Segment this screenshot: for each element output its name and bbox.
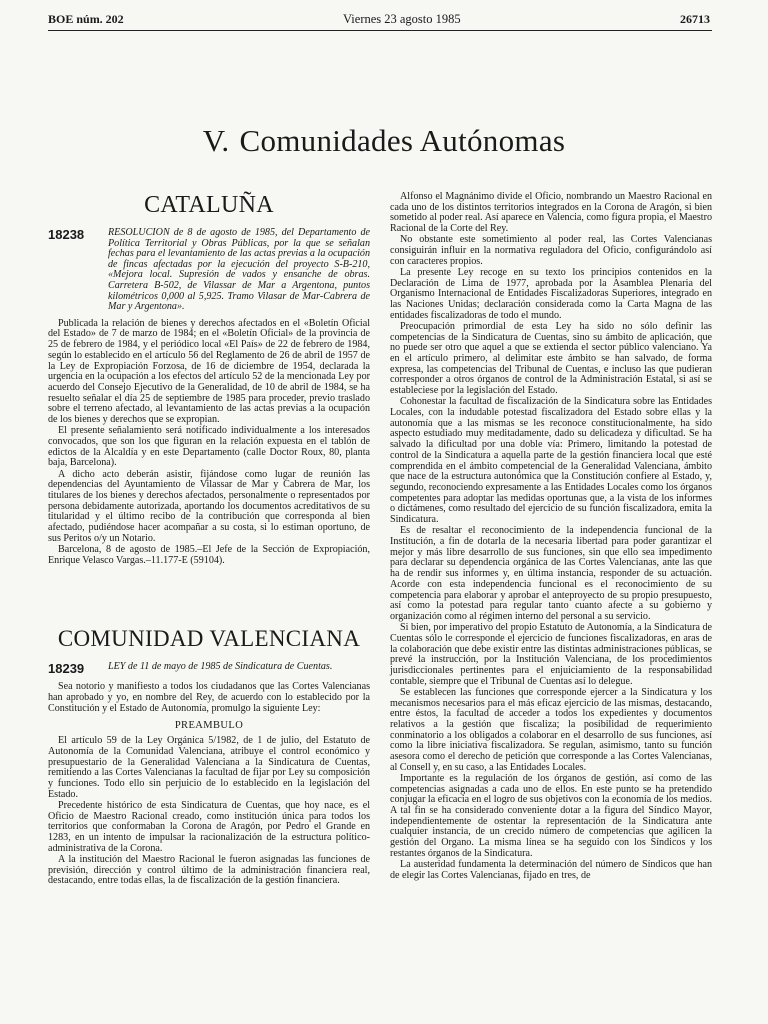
- bulletin-issue: BOE núm. 202: [48, 12, 124, 26]
- publication-date: Viernes 23 agosto 1985: [343, 12, 461, 26]
- paragraph: A dicho acto deberán asistir, fijándose como lugar de reunión las dependencias del Ayuntamiento de Vilassar de Mar y Cabrera de Mar, los titulares de los bienes y derechos afectados, personalmente o representados por persona debidamente autorizada, aportando los documentos acreditativos de su titularidad y el último recibo de la contribución que corresponda al bien afectado, pudiéndose hacer acompañar a su costa, si lo estiman oportuno, de sus Peritos o/y un Notario.: [48, 468, 370, 544]
- paragraph: Se establecen las funciones que corresponde ejercer a la Sindicatura y los mecanismos necesarios para el más eficaz ejercicio de las mismas, destacando, entre éstos, la facultad de acceder a todos los expedientes y documentos relativos a la gestión que fiscaliza; la posibilidad de requerimiento conminatorio a los obligados a colaborar en el desarrollo de sus funciones, así como la libre iniciativa fiscalizadora. Se regulan, asimismo, tanto su función asesora como el derecho de petición que corresponde a las Cortes Valencianas, al Consell y, en su caso, a las Entidades Locales.: [390, 686, 712, 773]
- header-rule: [48, 30, 712, 31]
- section-number: V.: [202, 123, 230, 158]
- paragraph: Preocupación primordial de esta Ley ha sido no sólo definir las competencias de la Sindicatura de Cuentas, sino su ámbito de aplicación, que no puede ser otro que aquel a que se extienda el sector público valenciano. Ya en el artículo primero, al delimitar este ámbito se han salvado, de forma expresa, las competencias del Tribunal de Cuentas, e incluso las que pudieran corresponder a otros órganos de control de la Administración Estatal, si así se estableciese por la legislación del Estado.: [390, 320, 712, 397]
- left-column: [48, 192, 370, 888]
- page-header: [48, 12, 710, 27]
- entry-number: 18239: [48, 661, 85, 677]
- section-title: [0, 123, 768, 159]
- paragraph: Sea notorio y manifiesto a todos los ciudadanos que las Cortes Valencianas han aprobado y yo, en nombre del Rey, de acuerdo con lo establecido por la Constitución y el Estado de Autonomía, promulgo la siguiente Ley:: [48, 681, 370, 714]
- paragraph: A la institución del Maestro Racional le fueron asignadas las funciones de previsión, dirección y control último de la administración financiera real, destacando, entre todas ellas, la de fiscalización de la gestión financiera.: [48, 853, 370, 887]
- paragraph: Publicada la relación de bienes y derechos afectados en el «Boletín Oficial del Estado» de 7 de marzo de 1984; en el «Boletín Oficial» de la provincia de 25 de febrero de 1984, y el periódico local «El País» de 22 de febrero de 1984, según lo establecido en el artículo 56 del Reglamento de 26 de abril de 1957 de la Ley de Expropiación Forzosa, de 16 de diciembre de 1954, declarada la urgencia en la ocupación a los efectos del artículo 52 de la mencionada Ley por acuerdo del Consejo Ejecutivo de la Generalidad, de 10 de abril de 1984, se ha resuelto señalar el día 25 de septiembre de 1985 para proceder, previo traslado sobre el terreno afectado, al levantamiento de las actas previas a la ocupación de los bienes y derechos que se expropian.: [48, 317, 370, 426]
- paragraph: La austeridad fundamenta la determinación del número de Síndicos que han de elegir las Cortes Valencianas, fijado en tres, de: [390, 859, 712, 881]
- paragraph: Es de resaltar el reconocimiento de la independencia funcional de la Institución, a fin de dotarla de la necesaria libertad para poder garantizar el mejor y más libre desarrollo de sus funciones, sin que ello sea impedimento para declarar su dependencia orgánica de las Cortes Valencianas, ante las que ha de rendir sus informes y, en última instancia, responder de su actuación. Acorde con esta independencia funcional es el reconocimiento de su competencia para elaborar y aprobar el anteproyecto de su propio presupuesto, así como la potestad para regular tanto cuanto afecte a su gobierno y organización como al régimen interno del personal a su servicio.: [390, 525, 712, 622]
- entry-18239: [48, 662, 370, 676]
- paragraph: Si bien, por imperativo del propio Estatuto de Autonomía, a la Sindicatura de Cuentas sólo le corresponde el ejercicio de funciones fiscalizadoras, en aras de la colaboración que debe existir entre las distintas administraciones públicas, se prevé la instrucción, por la Institución Valenciana, de los procedimientos jurisdiccionales pertinentes para el enjuiciamiento de la responsabilidad contable, siempre que el Tribunal de Cuentas así lo delegue.: [390, 622, 712, 687]
- right-column: [390, 192, 712, 882]
- entry-title: RESOLUCION de 8 de agosto de 1985, del Departamento de Política Territorial y Obras Públicas, por la que se señalan fechas para el levantamiento de las actas previas a la ocupación de fincas afectadas por la ejecución del proyecto S-B-210, «Mejora local. Supresión de vados y ensanche de obras. Carretera B-502, de Vilassar de Mar a Argentona, puntos kilométricos 0,000 al 5,925. Tramo Vilasar de Mar-Cabrera de Mar y Argentona».: [108, 227, 370, 313]
- entry-title: LEY de 11 de mayo de 1985 de Sindicatura de Cuentas.: [108, 661, 333, 673]
- region-heading-cataluna: CATALUÑA: [144, 192, 274, 218]
- paragraph: Cohonestar la facultad de fiscalización de la Sindicatura sobre las Entidades Locales, con la indudable potestad fiscalizadora del Estado sobre ellas y la autonomía que a las mismas se les reconoce constitucionalmente, ha sido aspecto estudiado muy meditadamente, dado su delicadeza y dificultad. Se ha salvado la dificultad por una doble vía: Primero, limitando la potestad de control de la Sindicatura a aquella parte de la gestión financiera local que esté comprendida en el ámbito competencial de la Generalidad Valenciana, ámbito que nace de la estructura autonómica que la Constitución confiere al Estado, y, segundo, reconociendo expresamente a las Entidades Locales como los órganos competentes para adoptar las medidas oportunas que, a la vista de los informes o dictámenes, como resultado del ejercicio de su función fiscalizadora, emita la Sindicatura.: [390, 396, 712, 526]
- entry-18238: [48, 228, 370, 313]
- page-number: 26713: [679, 12, 710, 26]
- signature-paragraph: Barcelona, 8 de agosto de 1985.–El Jefe de la Sección de Expropiación, Enrique Velasco Vargas.–11.177-E (59104).: [48, 544, 370, 566]
- section-name: Comunidades Autónomas: [239, 123, 566, 158]
- paragraph: El presente señalamiento será notificado individualmente a los interesados convocados, que son los que figuran en la relación expuesta en el tablón de edictos de la Alcaldía y en este Departamento (calle Doctor Roux, 80, planta baja, Barcelona).: [48, 425, 370, 469]
- paragraph: La presente Ley recoge en su texto los principios contenidos en la Declaración de Lima de 1977, aprobada por la Asamblea Plenaria del Organismo Internacional de Entidades Fiscalizadoras Superiores, integrado en las Naciones Unidas; declaración considerada como la Carta Magna de las entidades fiscalizadoras de todo el mundo.: [390, 266, 712, 321]
- region-heading-valenciana: COMUNIDAD VALENCIANA: [57, 626, 361, 652]
- paragraph: Alfonso el Magnánimo divide el Oficio, nombrando un Maestro Racional en cada uno de los distintos territorios integrados en la Corona de Aragón, si bien sometido al poder real. Así aparece en Valencia, como figura propia, el Maestro Racional de la Corte del Rey.: [390, 191, 712, 235]
- paragraph: El artículo 59 de la Ley Orgánica 5/1982, de 1 de julio, del Estatuto de Autonomía de la Comunidad Valenciana, atribuye el control económico y presupuestario de la Generalidad Valenciana a la Sindicatura de Cuentas, remitiendo a las Cortes Valencianas la facultad de fijar por Ley su composición y funciones. Todo ello sin perjuicio de lo establecido en la legislación del Estado.: [48, 735, 370, 800]
- preambulo-heading: PREAMBULO: [174, 719, 244, 731]
- paragraph: Precedente histórico de esta Sindicatura de Cuentas, que hoy nace, es el Oficio de Maestro Racional creado, como institución única para todos los territorios que conformaban la Corona de Aragón, por Pedro el Grande en 1283, en un intento de impulsar la racionalización de la estructura político-administrativa de la Corona.: [48, 799, 370, 854]
- paragraph: Importante es la regulación de los órganos de gestión, así como de las competencias asignadas a cada uno de ellos. En este punto se ha pretendido conjugar la eficacia en el logro de sus objetivos con la economía de los medios. A tal fin se ha considerado conveniente dotar a la figura del Síndico Mayor, independientemente de ostentar la representación de la Sindicatura ante cualquier instancia, de un crecido número de competencias que agilicen la gestión del Organo. La misma línea se ha seguido con los Síndicos y los restantes órganos de la Sindicatura.: [390, 772, 712, 859]
- entry-number: 18238: [48, 227, 85, 242]
- paragraph: No obstante este sometimiento al poder real, las Cortes Valencianas consiguirán influir en la normativa reguladora del Oficio, configurándolo así con caracteres propios.: [390, 234, 712, 267]
